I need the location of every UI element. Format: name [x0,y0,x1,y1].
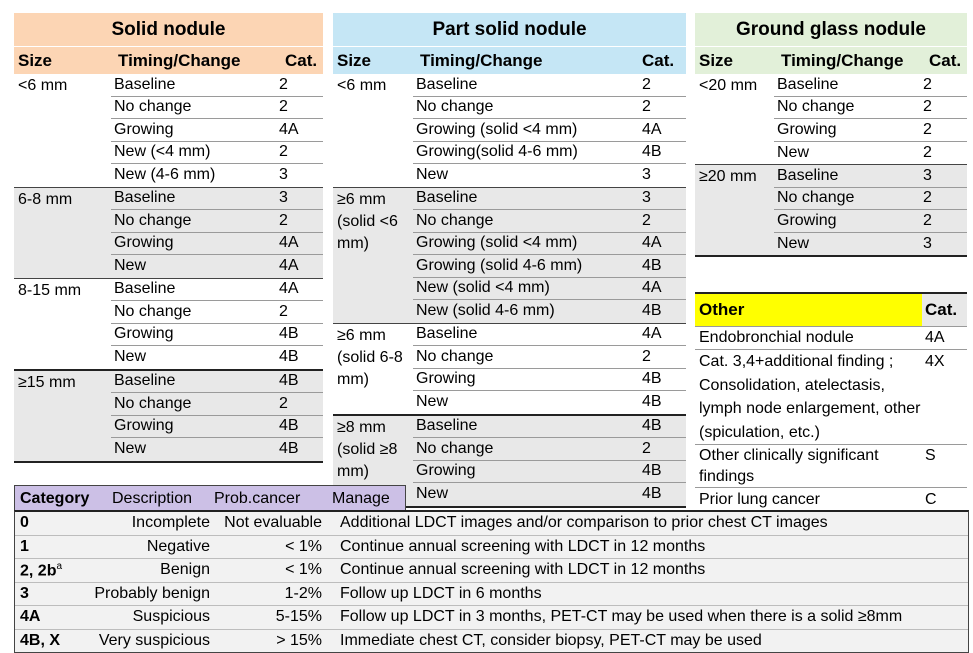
part-row [413,164,686,187]
part-size-group [333,323,686,414]
category-code-text: 2, 2b [20,561,57,579]
other-title: Other [695,294,922,326]
part-col-size: Size [337,50,372,70]
ggn-col-timing: Timing/Change [781,50,904,70]
ggn-timing: Baseline [777,75,839,93]
part-timing: Baseline [416,325,478,343]
part-cat: 4B [642,393,662,411]
part-row [413,324,686,347]
part-cat: 4A [642,325,662,343]
solid-timing: Growing [114,234,174,252]
solid-size-group [14,278,323,369]
ggn-size-label: ≥20 mm [699,168,757,185]
ggn-timing: Baseline [777,166,839,184]
category-col-prob: Prob.cancer [214,489,301,507]
category-prob: < 1% [285,537,322,555]
other-row [695,350,967,445]
solid-row [111,164,323,187]
part-cat: 4A [642,234,662,252]
part-cat: 2 [642,75,651,93]
solid-row [111,188,323,211]
solid-row [111,119,323,142]
category-col-category: Category [20,489,90,507]
solid-row [111,279,323,302]
part-size-group [333,187,686,323]
solid-size-label: ≥15 mm [18,373,76,391]
part-row [413,483,686,506]
solid-row [111,301,323,324]
category-description: Suspicious [132,608,210,626]
part-row [413,346,686,369]
solid-cat: 2 [279,143,288,161]
solid-timing: No change [114,98,192,116]
part-cat: 2 [642,347,651,365]
part-row [413,188,686,211]
ggn-size-group [695,74,967,164]
category-row [15,606,968,630]
solid-row [111,346,323,369]
solid-timing: Baseline [114,189,176,207]
part-timing: No change [416,347,494,365]
category-manage: Immediate chest CT, consider biopsy, PET-CT may be used [340,631,762,649]
other-cat: 4X [925,353,945,370]
solid-cat: 4A [279,120,299,138]
other-row [695,488,967,511]
ggn-timing: No change [777,189,855,207]
part-timing: Growing (solid <4 mm) [416,120,578,138]
category-row [15,583,968,607]
solid-row [111,255,323,278]
ggn-row [774,165,967,188]
part-timing: New (solid <4 mm) [416,279,550,297]
solid-row [111,324,323,347]
solid-timing: New (<4 mm) [114,143,211,161]
part-cat: 4A [642,279,662,297]
solid-row [111,97,323,120]
ggn-timing: Growing [777,211,837,229]
part-row [413,210,686,233]
solid-timing: Baseline [114,372,176,390]
solid-cat: 2 [279,394,288,412]
category-description: Incomplete [131,514,210,532]
part-timing: Growing (solid 4-6 mm) [416,256,583,274]
solid-cat: 2 [279,98,288,116]
category-header [14,485,406,512]
solid-cat: 4A [279,280,299,298]
part-timing: No change [416,211,494,229]
ggn-title: Ground glass nodule [695,13,967,46]
solid-cat: 2 [279,211,288,229]
ggn-column-header [695,46,967,74]
category-manage: Follow up LDCT in 3 months, PET-CT may be used when there is a solid ≥8mm [340,608,903,626]
part-cat: 4B [642,485,662,503]
category-code-text: 4A [20,608,41,626]
solid-nodule-table [14,13,323,463]
solid-cat: 2 [279,75,288,93]
solid-cat: 4B [279,372,299,390]
part-row [413,391,686,414]
ggn-timing: New [777,234,810,252]
other-cat: 4A [925,329,945,346]
ggn-row [774,97,967,120]
solid-cat: 4B [279,440,299,458]
ggn-table-end [695,255,967,257]
part-cat: 4B [642,417,662,435]
ggn-timing: No change [777,98,855,116]
ggn-size-label: <20 mm [699,77,758,94]
part-timing: Baseline [416,189,478,207]
solid-col-timing: Timing/Change [118,50,241,70]
solid-size-label: 8-15 mm [18,281,82,299]
solid-timing: No change [114,394,192,412]
solid-col-size: Size [18,50,53,70]
solid-timing: Growing [114,120,174,138]
other-row [695,445,967,488]
part-solid-nodule-table [333,13,686,508]
category-manage: Additional LDCT images and/or comparison to prior chest CT images [340,514,828,532]
other-cat: S [925,447,936,464]
ggn-size-group [695,164,967,255]
part-cat: 4B [642,462,662,480]
ggn-row [774,210,967,233]
ggn-timing: Growing [777,120,837,138]
category-manage: Follow up LDCT in 6 months [340,584,542,602]
category-prob: > 15% [276,631,322,649]
part-cat: 2 [642,211,651,229]
category-code [15,632,82,650]
ggn-row [774,74,967,97]
part-row [413,74,686,97]
solid-col-cat: Cat. [285,50,318,70]
category-description: Probably benign [94,584,210,602]
solid-cat: 4B [279,325,299,343]
other-findings-table [695,292,967,511]
category-code-text: 4B, X [20,631,61,649]
solid-cat: 3 [279,189,288,207]
category-prob: 5-15% [275,608,322,626]
solid-cat: 2 [279,302,288,320]
part-timing: New [416,393,449,411]
part-cat: 3 [642,189,651,207]
category-manage: Continue annual screening with LDCT in 12 months [340,561,706,579]
part-column-header [333,46,686,74]
category-code-text: 3 [20,584,29,602]
solid-timing: Growing [114,325,174,343]
solid-timing: New (4-6 mm) [114,166,216,184]
solid-timing: No change [114,211,192,229]
solid-cat: 3 [279,166,288,184]
solid-row [111,393,323,416]
solid-size-group [14,369,323,461]
part-timing: Baseline [416,417,478,435]
part-cat: 4B [642,143,662,161]
category-description: Very suspicious [98,631,210,649]
part-timing: Growing [416,462,476,480]
category-code-text: 1 [20,537,29,555]
category-col-manage: Manage [332,489,390,507]
category-code [15,561,82,580]
part-cat: 4A [642,120,662,138]
category-code-text: 0 [20,514,29,532]
ggn-col-size: Size [699,50,734,70]
ggn-row [774,119,967,142]
category-code [15,538,82,556]
part-cat: 2 [642,98,651,116]
part-timing: No change [416,98,494,116]
solid-timing: Growing [114,417,174,435]
ggn-cat: 2 [923,189,932,207]
solid-table-end [14,461,323,463]
category-prob: Not evaluable [224,514,322,532]
other-cat: C [925,491,937,508]
part-col-timing: Timing/Change [420,50,543,70]
part-row [413,461,686,484]
part-size-label: ≥6 mm (solid <6 mm) [337,190,398,252]
ggn-cat: 2 [923,75,932,93]
part-cat: 2 [642,439,651,457]
category-description: Negative [146,537,210,555]
part-timing: No change [416,439,494,457]
solid-row [111,233,323,256]
ggn-cat: 2 [923,98,932,116]
solid-size-group [14,187,323,278]
part-cat: 4B [642,302,662,320]
solid-row [111,371,323,394]
category-prob: < 1% [285,561,322,579]
category-prob: 1-2% [284,584,322,602]
part-row [413,119,686,142]
part-row [413,233,686,256]
other-text: Prior lung cancer [699,491,820,508]
solid-row [111,438,323,461]
solid-size-group [14,74,323,187]
part-size-group [333,74,686,187]
category-row [15,630,968,653]
solid-row [111,210,323,233]
solid-size-label: 6-8 mm [18,190,73,208]
part-cat: 3 [642,166,651,184]
part-timing: Baseline [416,75,478,93]
category-code [15,608,82,626]
ggn-row [774,233,967,256]
part-row [413,255,686,278]
part-row [413,142,686,165]
solid-timing: Baseline [114,280,176,298]
solid-cat: 4B [279,417,299,435]
part-row [413,438,686,461]
category-row [15,559,968,583]
part-row [413,97,686,120]
category-superscript: a [56,560,63,572]
part-row [413,278,686,301]
solid-timing: New [114,257,147,275]
ggn-cat: 2 [923,143,932,161]
ggn-cat: 3 [923,234,932,252]
part-size-label: <6 mm [337,77,387,94]
solid-row [111,416,323,439]
category-col-description: Description [112,489,193,507]
solid-row [111,142,323,165]
solid-timing: No change [114,302,192,320]
category-row [15,536,968,560]
solid-timing: New [114,348,147,366]
solid-size-label: <6 mm [18,77,68,94]
ggn-col-cat: Cat. [929,50,962,70]
ggn-row [774,142,967,165]
solid-row [111,74,323,97]
category-table [14,510,969,653]
part-row [413,416,686,439]
part-solid-title: Part solid nodule [333,13,686,46]
other-text: Endobronchial nodule [699,329,854,346]
part-size-label: ≥8 mm (solid ≥8 mm) [337,418,398,480]
other-text: Other clinically significant findings [699,447,879,485]
category-code [15,514,82,532]
part-timing: Growing(solid 4-6 mm) [416,143,578,161]
solid-cat: 4B [279,348,299,366]
ggn-cat: 3 [923,166,932,184]
part-row [413,369,686,392]
part-timing: Growing (solid <4 mm) [416,234,578,252]
ggn-cat: 2 [923,211,932,229]
ggn-timing: New [777,143,810,161]
category-row [15,512,968,536]
part-col-cat: Cat. [642,50,675,70]
other-text: Cat. 3,4+additional finding ; Consolidation, atelectasis, lymph node enlargement, other (spiculation, etc.) [699,353,921,441]
ggn-cat: 2 [923,120,932,138]
ggn-row [774,188,967,211]
solid-timing: New [114,440,147,458]
part-timing: New [416,166,449,184]
part-size-label: ≥6 mm (solid 6-8 mm) [337,326,403,388]
solid-column-header [14,46,323,74]
solid-cat: 4A [279,234,299,252]
category-manage: Continue annual screening with LDCT in 12 months [340,537,706,555]
part-cat: 4B [642,370,662,388]
category-code [15,585,82,603]
solid-nodule-title: Solid nodule [14,13,323,46]
other-header [695,294,967,327]
category-description: Benign [160,561,210,579]
part-cat: 4B [642,256,662,274]
part-row [413,300,686,323]
ground-glass-nodule-table [695,13,967,257]
part-timing: Growing [416,370,476,388]
solid-cat: 4A [279,257,299,275]
other-col-cat: Cat. [925,300,958,319]
other-row [695,327,967,350]
part-timing: New [416,485,449,503]
solid-timing: Baseline [114,75,176,93]
part-timing: New (solid 4-6 mm) [416,302,555,320]
